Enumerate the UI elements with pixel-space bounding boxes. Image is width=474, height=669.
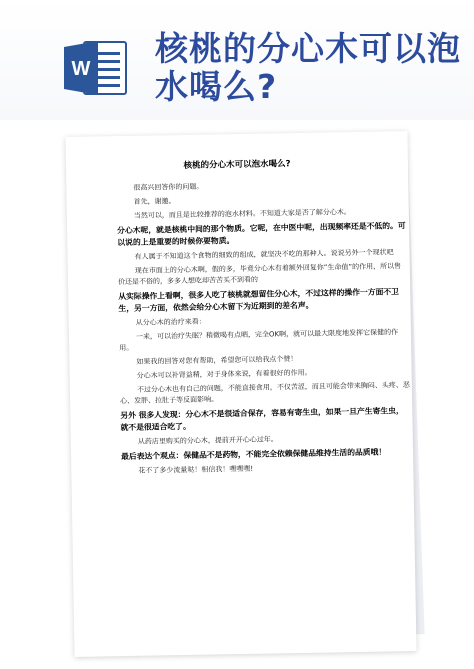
paragraph: 从分心木的治疗来看：: [135, 317, 206, 327]
paragraph: 有人属于不知道这个食物的细致的组成，就坚决不吃的那种人。说说另外一个现状吧: [134, 248, 394, 261]
paragraph: 不过分心木也有自己的问题，不能直接食用，不仅苦涩，而且可能会带来胸闷、头疼、恶心、发胖、拉肚子等反面影响。: [120, 381, 410, 406]
paragraph: 当然可以，而且是比较推荐的泡水材料。不知道大家是否了解分心木。: [133, 208, 351, 220]
paragraph: 从药店里购买的分心木，提前开开心心过年。: [137, 435, 278, 446]
document-title: 核桃的分心木可以泡水喝么?: [183, 159, 291, 171]
paragraph-bold: 最后表达个观点：保健品不是药物，不能完全依赖保健品维持生活的品质哦！: [120, 447, 387, 462]
document-page: [65, 131, 416, 657]
word-icon: [62, 38, 128, 98]
paragraph: 一来，可以治疗失眠？稍微喝有点晒，完全OK啊，就可以最大限度地发挥它保健的作用。: [119, 328, 399, 353]
document-body: [116, 178, 411, 480]
paragraph-bold: 从实际操作上看啊，很多人吃了核桃就想留住分心木，不过这样的操作一方面不卫生，另一方面，依然会给分心木留下为近期到的差名声。: [118, 287, 400, 314]
paragraph: 首先，谢邀。: [133, 197, 176, 206]
paragraph: 现在市面上的分心木啊，假的多，毕竟分心木有着额外回复你“生命值”的作用，所以售价还是不俗的，多多人想吃却苦苦买不到看的: [117, 262, 402, 287]
svg-text:W: W: [71, 58, 91, 80]
paragraph: 很高兴回答你的问题。: [133, 182, 204, 192]
paragraph: 分心木可以补肾益精，对于身体来说，有着很好的作用。: [136, 368, 312, 380]
header-banner: [0, 0, 474, 120]
paragraph: 花不了多少流量哒！相信我！嘿嘿嘿!: [138, 464, 254, 475]
page-title: 核桃的分心木可以泡水喝么?: [155, 29, 461, 106]
paragraph-bold: 分心木呢，就是核桃中间的那个物质。它呢，在中医中呢，出现频率还是不低的。可以说的上是重要的时候你要物质。: [117, 221, 406, 248]
paragraph: 如果我的回答对您有帮助，希望您可以给我点个赞！: [136, 355, 298, 366]
paragraph-bold: 另外 很多人发现：分心木不是很适合保存，容易有寄生虫，如果一旦产生寄生虫，就不是很适合吃了。: [120, 406, 404, 433]
